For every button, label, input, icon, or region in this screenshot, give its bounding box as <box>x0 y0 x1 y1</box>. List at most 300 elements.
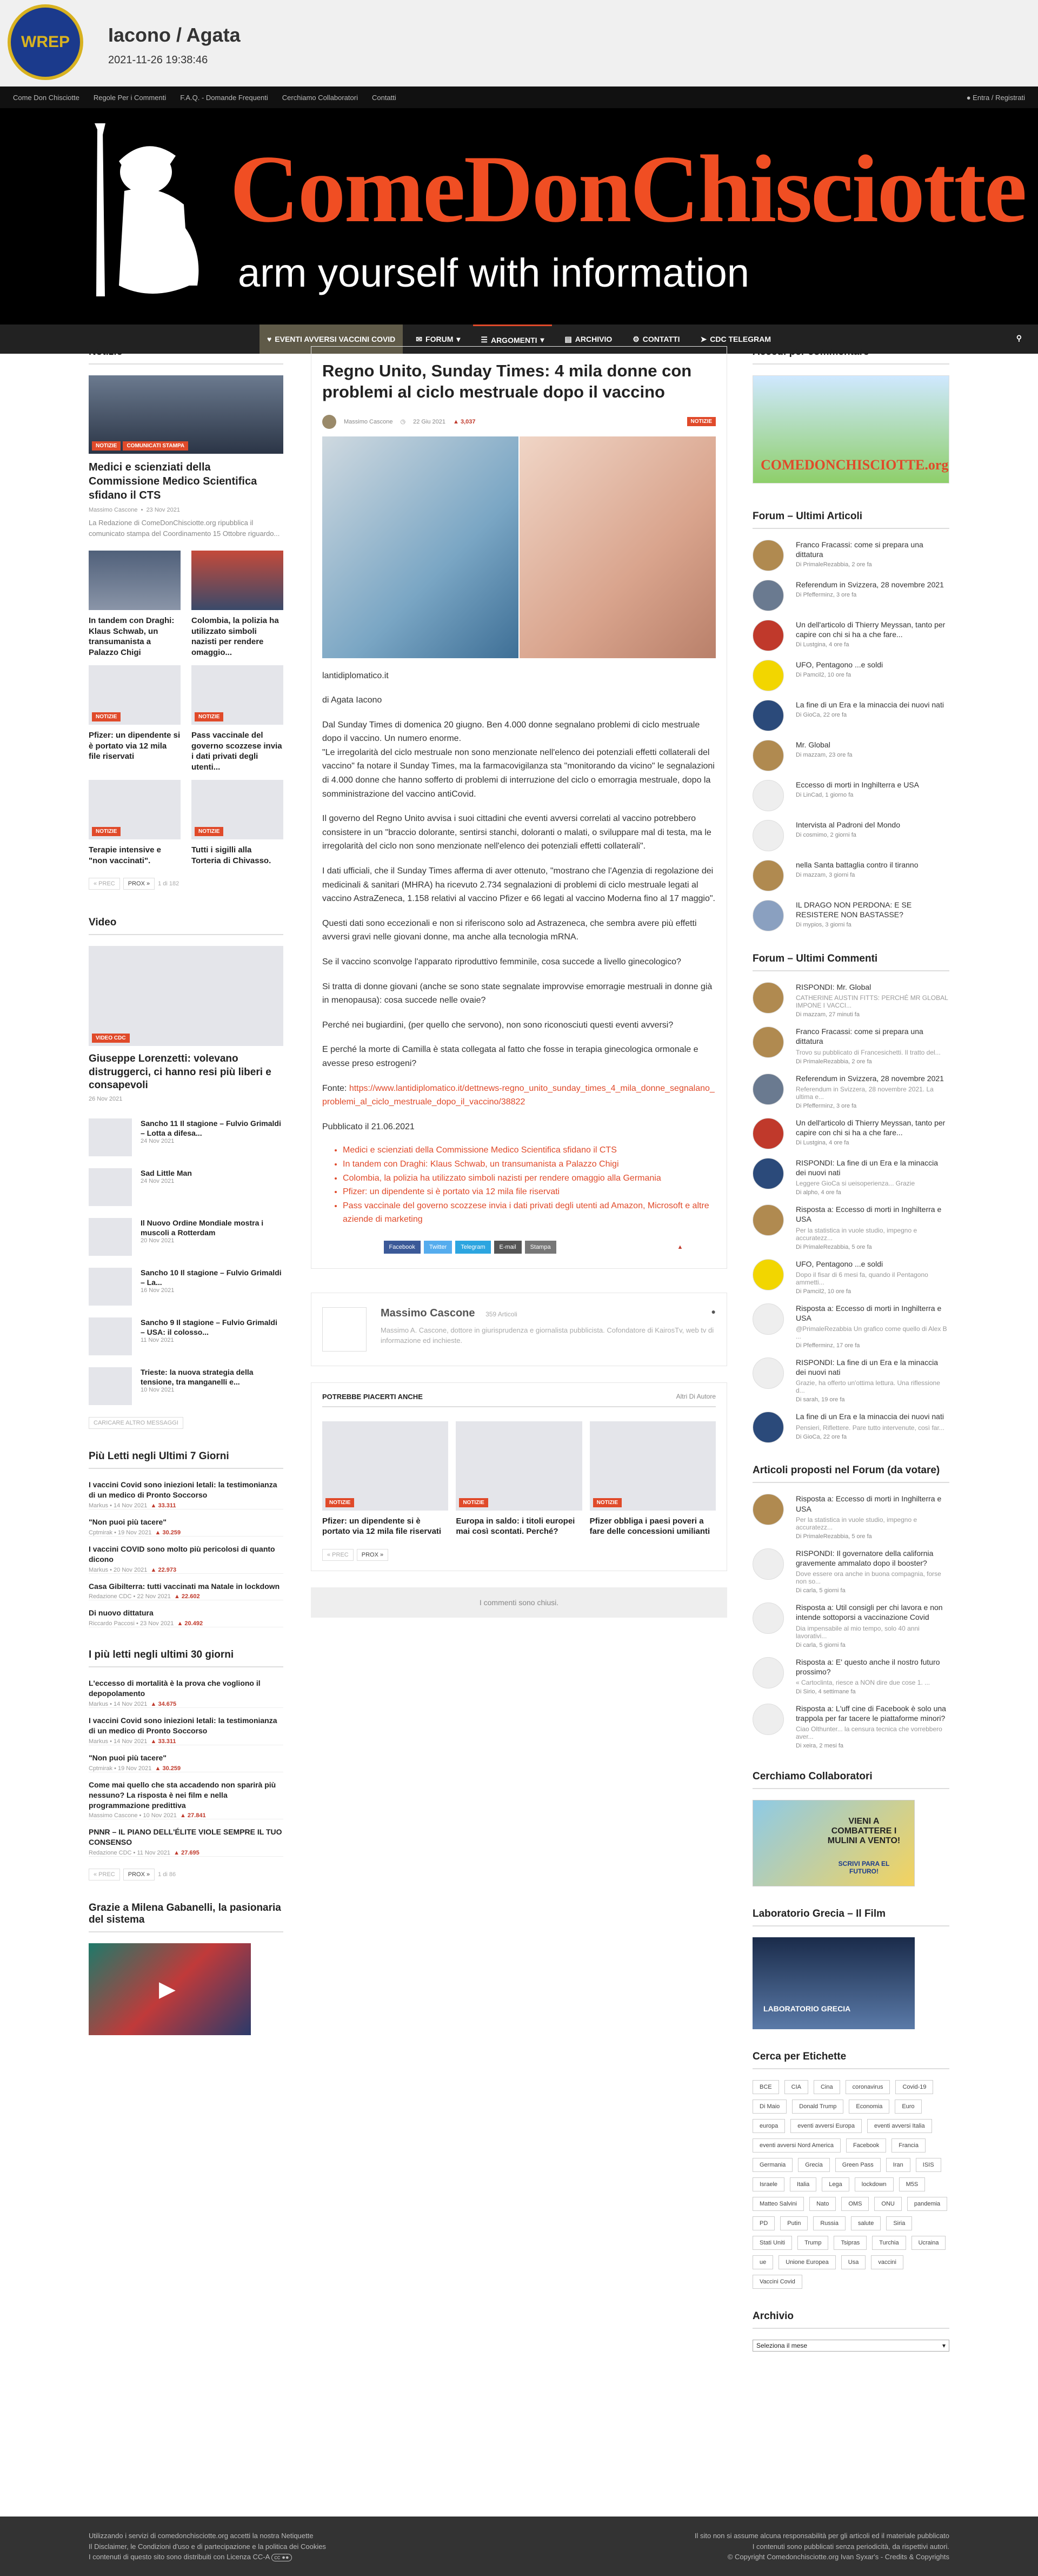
tag-link[interactable]: Donald Trump <box>792 2100 843 2114</box>
share-telegram-button[interactable]: Telegram <box>455 1241 490 1254</box>
category-badge[interactable]: NOTIZIE <box>593 1498 622 1507</box>
avatar[interactable] <box>753 740 784 771</box>
tag-link[interactable]: Nato <box>809 2197 836 2211</box>
forum-meta: Di Pfefferminz, 17 ore fa <box>796 1342 860 1349</box>
share-facebook-button[interactable]: Facebook <box>384 1241 421 1254</box>
forum-meta: Di carla, 5 giorni fa <box>796 1587 846 1594</box>
post-title[interactable]: L'eccesso di mortalità è la prova che vogliono il depopolamento <box>89 1679 261 1698</box>
chevron-down-icon: ▾ <box>942 2342 946 2350</box>
related-thumb[interactable] <box>456 1421 582 1511</box>
category-badge[interactable]: NOTIZIE <box>195 712 223 721</box>
avatar[interactable] <box>753 982 784 1014</box>
category-badge[interactable]: NOTIZIE <box>325 1498 354 1507</box>
video-thumb[interactable] <box>89 1268 132 1306</box>
tag-link[interactable]: vaccini <box>871 2255 903 2269</box>
prev-button[interactable]: « PREC <box>322 1549 354 1561</box>
video-featured-title[interactable]: Giuseppe Lorenzetti: volevano distruggerci, ci hanno resi più liberi e consapevoli <box>89 1053 271 1091</box>
tag-link[interactable]: Grecia <box>798 2158 829 2172</box>
news-title[interactable]: In tandem con Draghi: Klaus Schwab, un transumanista a Palazzo Chigi <box>89 616 175 657</box>
list-item[interactable]: "Non puoi più tacere" Cptmirak • 19 Nov 2021 ▲ 30.259 <box>89 1517 283 1537</box>
play-icon[interactable]: ▶ <box>159 1977 176 2002</box>
tag-link[interactable]: ISIS <box>916 2158 941 2172</box>
featured-image[interactable] <box>89 375 283 454</box>
comment-excerpt: Dopo il fisar di 6 mesi fa, quando il Pentagono ammetti... <box>796 1270 928 1286</box>
hero-banner[interactable] <box>0 108 1038 325</box>
forum-meta: Di PrimaleRezabbia, 5 ore fa <box>796 1533 872 1540</box>
forum-topic-link[interactable]: Risposta a: Eccesso di morti in Inghilterra e USA <box>796 1494 942 1513</box>
tag-link[interactable]: Vaccini Covid <box>753 2275 802 2289</box>
list-item[interactable]: I vaccini Covid sono iniezioni letali: la testimonianza di un medico di Pronto Soccorso Markus • 14 Nov 2021 ▲ 33.311 <box>89 1716 283 1745</box>
forum-topic-link[interactable]: Un dell'articolo di Thierry Meyssan, tanto per capire con chi si ha a che fare... <box>796 1118 946 1137</box>
list-item[interactable] <box>753 540 949 571</box>
forum-topic-link[interactable]: Referendum in Svizzera, 28 novembre 2021 <box>796 1074 944 1083</box>
tag-link[interactable]: Matteo Salvini <box>753 2197 804 2211</box>
post-title[interactable]: PNNR – IL PIANO DELL'ÉLITE VIOLE SEMPRE IL TUO CONSENSO <box>89 1827 282 1847</box>
gabanelli-video-thumb[interactable] <box>89 1943 251 2035</box>
news-thumb[interactable] <box>89 780 181 839</box>
tag-link[interactable]: OMS <box>841 2197 869 2211</box>
post-title[interactable]: Di nuovo dittatura <box>89 1608 154 1618</box>
footer-disclaimer[interactable]: Il Disclaimer, le Condizioni d'uso e di partecipazione e la politica dei Cookies <box>89 2542 326 2551</box>
post-title[interactable]: I vaccini Covid sono iniezioni letali: la testimonianza di un medico di Pronto Soccorso <box>89 1716 277 1735</box>
avatar[interactable] <box>753 1602 784 1634</box>
forum-meta: Di GioCa, 22 ore fa <box>796 712 847 719</box>
tag-link[interactable]: Lega <box>822 2177 849 2191</box>
tag-link[interactable]: Israele <box>753 2177 784 2191</box>
tag-link[interactable]: Stati Uniti <box>753 2236 792 2250</box>
avatar[interactable] <box>753 700 784 731</box>
list-item[interactable]: I vaccini Covid sono iniezioni letali: la testimonianza di un medico di Pronto Soccorso Markus • 14 Nov 2021 ▲ 33.311 <box>89 1480 283 1509</box>
featured-post[interactable] <box>89 375 283 539</box>
category-badge[interactable]: NOTIZIE <box>687 417 716 426</box>
tag-link[interactable]: ue <box>753 2255 773 2269</box>
post-title[interactable]: "Non puoi più tacere" <box>89 1517 167 1526</box>
video-featured[interactable] <box>89 946 283 1102</box>
forum-topic-link[interactable]: IL DRAGO NON PERDONA: E SE RESISTERE NON BASTASSE? <box>796 900 912 919</box>
next-button[interactable]: PROX » <box>123 878 155 890</box>
list-item[interactable] <box>753 900 949 931</box>
avatar[interactable] <box>753 620 784 651</box>
list-item[interactable] <box>753 820 949 851</box>
tag-link[interactable]: europa <box>753 2119 785 2133</box>
category-badge[interactable]: VIDEO CDC <box>92 1034 130 1043</box>
share-icon: ➦ <box>328 1244 335 1251</box>
related-item-title[interactable]: Pfizer: un dipendente si è portato via 12 mila file riservati <box>322 1516 442 1537</box>
forum-topic-link[interactable]: UFO, Pentagono ...e soldi <box>796 660 883 669</box>
archive-select-value: Seleziona il mese <box>756 2342 808 2350</box>
avatar[interactable] <box>322 415 336 429</box>
list-item[interactable] <box>89 1118 283 1156</box>
author-name[interactable]: Massimo Cascone <box>381 1307 475 1319</box>
tag-link[interactable]: BCE <box>753 2080 779 2094</box>
avatar[interactable] <box>753 900 784 931</box>
grecia-film-banner[interactable] <box>753 1937 915 2029</box>
video-thumb[interactable] <box>89 1367 132 1405</box>
share-email-button[interactable]: E-mail <box>494 1241 522 1254</box>
video-thumb[interactable] <box>89 1118 132 1156</box>
avatar[interactable] <box>753 1118 784 1149</box>
list-item[interactable]: Di nuovo dittatura Riccardo Paccosi • 23 Nov 2021 ▲ 20.492 <box>89 1608 283 1627</box>
source-text: lantidiplomatico.it <box>322 671 389 680</box>
post-title[interactable]: Casa Gibilterra: tutti vaccinati ma Natale in lockdown <box>89 1581 280 1591</box>
tag-link[interactable]: PD <box>753 2216 775 2230</box>
list-item[interactable] <box>89 1168 283 1206</box>
list-item[interactable] <box>753 620 949 651</box>
forum-meta: Di Pamcil2, 10 ore fa <box>796 672 851 679</box>
comment-excerpt: Trovo su pubblicato di Francesichetti. Il tratto del... <box>796 1048 941 1056</box>
tag-link[interactable]: eventi avversi Nord America <box>753 2138 841 2153</box>
post-date: 16 Nov 2021 <box>141 1287 175 1294</box>
video-thumb[interactable] <box>89 1168 132 1206</box>
tag-link[interactable]: Euro <box>895 2100 921 2114</box>
news-title[interactable]: Terapie intensive e "non vaccinati". <box>89 845 161 865</box>
forum-topic-link[interactable]: RISPONDI: Mr. Global <box>796 983 871 991</box>
tag-link[interactable]: pandemia <box>907 2197 947 2211</box>
paragraph: Dal Sunday Times di domenica 20 giugno. Ben 4.000 donne segnalano problemi di ciclo mestruale dopo il vaccino. Un numero enorme. <box>322 720 700 744</box>
related-item-title[interactable]: Pfizer obbliga i paesi poveri a fare delle concessioni umilianti <box>589 1516 710 1537</box>
nav-label: ARCHIVIO <box>575 335 613 343</box>
footer-copyright[interactable]: © Copyright Comedonchisciotte.org Ivan Syxar's - Credits & Copyrights <box>727 2553 949 2561</box>
login-label: Entra / Registrati <box>973 93 1025 102</box>
tag-link[interactable]: Unione Europea <box>778 2255 836 2269</box>
tag-link[interactable]: Di Maio <box>753 2100 787 2114</box>
tag-link[interactable]: Tsipras <box>834 2236 867 2250</box>
video-title-link[interactable]: Il Nuovo Ordine Mondiale mostra i muscoli a Rotterdam <box>141 1219 264 1237</box>
video-thumb[interactable] <box>89 1317 132 1355</box>
related-item-title[interactable]: Europa in saldo: i titoli europei mai così scontati. Perché? <box>456 1516 575 1537</box>
author-article-count[interactable]: 359 Articoli <box>485 1310 517 1318</box>
load-more-button[interactable]: CARICARE ALTRO MESSAGGI <box>89 1417 183 1429</box>
topnav-faq[interactable]: F.A.Q. - Domande Frequenti <box>180 93 268 102</box>
news-card[interactable] <box>89 780 181 866</box>
avatar[interactable] <box>753 1027 784 1058</box>
comment-excerpt: Leggere GioCa si ueisoperienza... Grazie <box>796 1180 915 1188</box>
video-title-link[interactable]: Trieste: la nuova strategia della tensione, tra manganelli e... <box>141 1368 254 1387</box>
news-card[interactable] <box>89 665 181 772</box>
list-item[interactable] <box>753 1118 949 1149</box>
forum-meta: Di sarah, 19 ore fa <box>796 1396 845 1403</box>
video-thumb[interactable] <box>89 1218 132 1256</box>
list-item[interactable] <box>753 660 949 691</box>
comment-excerpt: Ciao Olthunter... la censura tecnica che vorrebbero aver... <box>796 1725 942 1741</box>
comments-closed: I commenti sono chiusi. <box>311 1587 727 1618</box>
list-item[interactable] <box>753 1204 949 1250</box>
accedi-title: Accedi per commentare <box>753 346 949 365</box>
prev-button[interactable]: « PREC <box>89 1869 120 1880</box>
list-item[interactable] <box>753 1602 949 1648</box>
avatar[interactable] <box>753 860 784 891</box>
tag-link[interactable]: lockdown <box>855 2177 894 2191</box>
tag-link[interactable]: coronavirus <box>846 2080 890 2094</box>
forum-topic-link[interactable]: Un dell'articolo di Thierry Meyssan, tanto per capire con chi si ha a che fare... <box>796 620 946 639</box>
related-thumb[interactable] <box>590 1421 716 1511</box>
related-link[interactable]: • Medici e scienziati della Commissione Medico Scientifica sfidano il CTS <box>343 1143 716 1157</box>
related-title: POTREBBE PIACERTI ANCHE <box>322 1392 423 1401</box>
related-link[interactable]: • Pfizer: un dipendente si è portato via 12 mila file riservati <box>343 1185 716 1199</box>
news-card[interactable] <box>191 780 283 866</box>
list-item[interactable] <box>753 1158 949 1196</box>
forum-topic-link[interactable]: Franco Fracassi: come si prepara una dittatura <box>796 1027 923 1046</box>
archive-title: Archivio <box>753 2310 949 2329</box>
tag-link[interactable]: Russia <box>813 2216 846 2230</box>
share-twitter-button[interactable]: Twitter <box>424 1241 452 1254</box>
avatar[interactable] <box>753 1548 784 1580</box>
avatar[interactable] <box>753 1158 784 1189</box>
tag-link[interactable]: M5S <box>899 2177 926 2191</box>
forum-topic-link[interactable]: RISPONDI: La fine di un Era e la minaccia dei nuovi nati <box>796 1358 939 1377</box>
avatar[interactable] <box>753 1412 784 1443</box>
avatar[interactable] <box>753 1704 784 1735</box>
next-button[interactable]: PROX » <box>357 1549 388 1561</box>
list-item[interactable] <box>753 1412 949 1443</box>
grecia-title: Laboratorio Grecia – Il Film <box>753 1908 949 1926</box>
list-item[interactable]: "Non puoi più tacere" Cptmirak • 19 Nov 2021 ▲ 30.259 <box>89 1753 283 1772</box>
post-title[interactable]: I vaccini COVID sono molto più pericolosi di quanto dicono <box>89 1544 275 1564</box>
forum-meta: Di cosmimo, 2 giorni fa <box>796 832 856 839</box>
list-item[interactable] <box>753 1657 949 1695</box>
news-thumb[interactable] <box>191 780 283 839</box>
video-title-link[interactable]: Sancho 11 Il stagione – Fulvio Grimaldi – Lotta a difesa... <box>141 1119 281 1138</box>
category-badge[interactable]: COMUNICATI STAMPA <box>123 441 188 451</box>
forum-meta: Di Pfefferminz, 3 ore fa <box>796 592 857 599</box>
topnav-home[interactable]: Come Don Chisciotte <box>13 93 79 102</box>
tag-link[interactable]: Turchia <box>872 2236 906 2250</box>
share-print-button[interactable]: Stampa <box>525 1241 556 1254</box>
article-byline <box>322 415 716 429</box>
list-item[interactable] <box>89 1317 283 1355</box>
news-title[interactable]: Colombia, la polizia ha utilizzato simboli nazisti per rendere omaggio... <box>191 616 279 657</box>
video-title-link[interactable]: Sancho 10 Il stagione – Fulvio Grimaldi – La... <box>141 1268 282 1287</box>
avatar[interactable] <box>753 1357 784 1389</box>
featured-title[interactable]: Medici e scienziati della Commissione Medico Scientifica sfidano il CTS <box>89 461 257 501</box>
list-item[interactable]: Casa Gibilterra: tutti vaccinati ma Natale in lockdown Redazione CDC • 22 Nov 2021 ▲ 22.602 <box>89 1581 283 1601</box>
views-count: ▲ 27.695 <box>174 1850 199 1857</box>
topnav-rules[interactable]: Regole Per i Commenti <box>93 93 167 102</box>
video-title: Video <box>89 917 283 935</box>
list-item[interactable] <box>753 982 949 1018</box>
list-item[interactable] <box>753 1704 949 1749</box>
category-badge[interactable]: NOTIZIE <box>459 1498 488 1507</box>
forum-meta: Di xeira, 2 mesi fa <box>796 1743 844 1750</box>
forum-topic-link[interactable]: RISPONDI: La fine di un Era e la minaccia dei nuovi nati <box>796 1158 939 1177</box>
forum-topic-link[interactable]: Risposta a: Eccesso di morti in Inghilterra e USA <box>796 1205 942 1224</box>
archive-select[interactable] <box>753 2340 949 2352</box>
tag-link[interactable]: Ucraina <box>911 2236 946 2250</box>
forum-topic-link[interactable]: Risposta a: Eccesso di morti in Inghilterra e USA <box>796 1303 942 1322</box>
forum-topic-link[interactable]: Intervista al Padroni del Mondo <box>796 820 900 829</box>
forum-meta: Di carla, 5 giorni fa <box>796 1641 846 1648</box>
list-item[interactable] <box>89 1367 283 1405</box>
avatar[interactable] <box>753 580 784 611</box>
avatar[interactable] <box>753 1259 784 1290</box>
telegram-icon: ➤ <box>700 334 707 343</box>
tag-link[interactable]: Putin <box>780 2216 808 2230</box>
post-title[interactable]: "Non puoi più tacere" <box>89 1753 167 1762</box>
prev-button[interactable]: « PREC <box>89 878 120 890</box>
tag-link[interactable]: Green Pass <box>835 2158 881 2172</box>
list-item[interactable] <box>753 700 949 731</box>
globe-icon[interactable]: ● <box>711 1307 716 1316</box>
comments-title: Forum – Ultimi Commenti <box>753 953 949 971</box>
tag-link[interactable]: eventi avversi Italia <box>867 2119 932 2133</box>
video-title-link[interactable]: Sancho 9 Il stagione – Fulvio Grimaldi – USA: il colosso... <box>141 1318 277 1337</box>
related-links <box>343 1143 716 1227</box>
forum-meta: Di mazzam, 3 giorni fa <box>796 872 855 879</box>
footer-netiquette[interactable]: Utilizzando i servizi di comedonchisciotte.org accetti la nostra Netiquette <box>89 2532 314 2540</box>
forum-topic-link[interactable]: Risposta a: Util consigli per chi lavora e non intende sottoporsi a vaccinazione Covid <box>796 1603 943 1622</box>
forum-topic-link[interactable]: Eccesso di morti in Inghilterra e USA <box>796 780 919 789</box>
avatar[interactable] <box>753 540 784 571</box>
tag-link[interactable]: Cina <box>814 2080 840 2094</box>
news-card[interactable] <box>191 551 283 658</box>
tag-link[interactable]: Siria <box>886 2216 912 2230</box>
news-title[interactable]: Tutti i sigilli alla Torteria di Chivasso. <box>191 845 271 865</box>
footer-license[interactable]: I contenuti di questo sito sono distribuiti con Licenza CC-A cc ●● <box>89 2552 326 2562</box>
category-badge[interactable]: NOTIZIE <box>92 712 121 721</box>
topnav-contacts[interactable]: Contatti <box>371 93 396 102</box>
list-item[interactable] <box>753 1027 949 1064</box>
video-title-link[interactable]: Sad Little Man <box>141 1169 192 1178</box>
post-title[interactable]: Come mai quello che sta accadendo non sparirà più nessuno? La risposta è nei film e nella programmazione predittiva <box>89 1780 276 1810</box>
login-link[interactable] <box>967 94 1025 102</box>
source-paragraph: Fonte: https://www.lantidiplomatico.it/dettnews-regno_unito_sunday_times_4_mila_donne_segnalano_problemi_al_ciclo_mestruale_dopo_il_vaccino/38822 <box>322 1083 715 1107</box>
news-thumb[interactable] <box>89 551 181 610</box>
don-quixote-logo-icon <box>81 123 216 307</box>
category-badge[interactable]: NOTIZIE <box>195 827 223 836</box>
news-thumb[interactable] <box>191 551 283 610</box>
news-thumb[interactable] <box>191 665 283 725</box>
forum-topic-link[interactable]: La fine di un Era e la minaccia dei nuovi nati <box>796 1412 944 1421</box>
forum-topic-link[interactable]: La fine di un Era e la minaccia dei nuovi nati <box>796 700 944 709</box>
tag-link[interactable]: CIA <box>784 2080 808 2094</box>
comment-excerpt: Referendum in Svizzera, 28 novembre 2021. La ultima e... <box>796 1085 934 1101</box>
paragraph: I dati ufficiali, che il Sunday Times afferma di aver ottenuto, "mostrano che l'Agenzia di regolazione dei medicinali & sanitari (MHRA) ha ricevuto 2.734 segnalazioni di problemi di ciclo mestruale legati al vaccino AstraZeneca, 1.158 relativi al vaccino Pfizer e 66 legati al vaccino Moderna fino al 17 maggio". <box>322 866 715 904</box>
list-item[interactable] <box>753 1074 949 1109</box>
tag-link[interactable]: Usa <box>841 2255 866 2269</box>
tag-link[interactable]: Italia <box>790 2177 816 2191</box>
next-button[interactable]: PROX » <box>123 1869 155 1880</box>
cc-license-icon[interactable]: cc ●● <box>271 2554 291 2561</box>
tag-link[interactable]: ONU <box>874 2197 901 2211</box>
related-card[interactable] <box>590 1421 716 1537</box>
list-item[interactable] <box>753 740 949 771</box>
list-item[interactable] <box>753 580 949 611</box>
topnav-collab[interactable]: Cerchiamo Collaboratori <box>282 93 358 102</box>
tag-link[interactable]: Trump <box>797 2236 828 2250</box>
news-card[interactable] <box>89 551 181 658</box>
collab-banner[interactable] <box>753 1800 915 1886</box>
list-item[interactable]: Come mai quello che sta accadendo non sparirà più nessuno? La risposta è nei film e nella programmazione predittiva Massimo Cascone • 10 Nov 2021 ▲ 27.841 <box>89 1780 283 1820</box>
search-icon[interactable]: ⚲ <box>1016 334 1022 342</box>
views-count: ▲ 22.973 <box>150 1566 177 1573</box>
forum-topic-link[interactable]: Franco Fracassi: come si prepara una dittatura <box>796 540 923 559</box>
related-link[interactable]: • Colombia, la polizia ha utilizzato simboli nazisti per rendere omaggio alla Germania <box>343 1171 716 1186</box>
list-item[interactable] <box>753 1259 949 1295</box>
tags-title: Cerca per Etichette <box>753 2051 949 2069</box>
avatar[interactable] <box>753 1204 784 1236</box>
news-card[interactable] <box>191 665 283 772</box>
paragraph: "Le irregolarità del ciclo mestruale non sono menzionate nell'elenco dei potenziali effetti collaterali del vaccino" fa notare il Sunday Times, ma la farmacovigilanza sta "monitorando da vicino" le segnalazioni di 4.000 donne che hanno sofferto di problemi di interruzione del ciclo o emorragia mestruale, dopo la somministrazione del vaccino antiCovid. <box>322 747 715 799</box>
list-item[interactable]: L'eccesso di mortalità è la prova che vogliono il depopolamento Markus • 14 Nov 2021 ▲ 34.675 <box>89 1678 283 1708</box>
forum-meta: Di mazzam, 23 ore fa <box>796 752 853 759</box>
forum-topic-link[interactable]: Risposta a: E' questo anche il nostro futuro prossimo? <box>796 1657 940 1676</box>
list-item[interactable] <box>753 780 949 811</box>
related-card[interactable] <box>456 1421 582 1537</box>
more-by-author-tab[interactable]: Altri Di Autore <box>676 1392 716 1400</box>
source-link[interactable]: https://www.lantidiplomatico.it/dettnews-regno_unito_sunday_times_4_mila_donne_segnalano_problemi_al_ciclo_mestruale_dopo_il_vaccino/38822 <box>322 1083 715 1107</box>
news-title[interactable]: Pass vaccinale del governo scozzese invia i dati privati degli utenti... <box>191 731 282 772</box>
related-thumb[interactable] <box>322 1421 448 1511</box>
tag-link[interactable]: Germania <box>753 2158 793 2172</box>
post-title[interactable]: I vaccini Covid sono iniezioni letali: la testimonianza di un medico di Pronto Soccorso <box>89 1480 277 1499</box>
tag-link[interactable]: Covid-19 <box>895 2080 933 2094</box>
avatar[interactable] <box>753 1657 784 1688</box>
views-count: ▲ 34.675 <box>150 1701 177 1708</box>
right-sidebar <box>753 346 949 2352</box>
forum-topic-link[interactable]: RISPONDI: Il governatore della california gravemente ammalato dopo il booster? <box>796 1548 934 1567</box>
list-item[interactable] <box>89 1218 283 1256</box>
tag-link[interactable]: Facebook <box>846 2138 886 2153</box>
list-item[interactable] <box>753 1303 949 1349</box>
list-item[interactable] <box>753 1548 949 1594</box>
list-item[interactable] <box>753 1357 949 1403</box>
forum-topic-link[interactable]: UFO, Pentagono ...e soldi <box>796 1259 883 1268</box>
forum-topic-link[interactable]: nella Santa battaglia contro il tiranno <box>796 860 919 869</box>
avatar[interactable] <box>753 1494 784 1525</box>
avatar[interactable] <box>753 1303 784 1335</box>
week-list <box>89 1480 283 1627</box>
grecia-banner-text: LABORATORIO GRECIA <box>763 2004 851 2014</box>
tag-link[interactable]: salute <box>851 2216 881 2230</box>
video-thumb[interactable] <box>89 946 283 1046</box>
category-badge[interactable]: NOTIZIE <box>92 827 121 836</box>
collab-banner-sub: SCRIVI PARA EL FUTURO! <box>838 1860 890 1876</box>
list-item[interactable] <box>89 1268 283 1306</box>
author-link[interactable]: Massimo Cascone <box>344 418 393 425</box>
avatar[interactable] <box>753 1074 784 1105</box>
avatar[interactable] <box>753 660 784 691</box>
user-icon: ● <box>966 93 973 102</box>
tag-link[interactable]: Iran <box>886 2158 910 2172</box>
post-date: 11 Nov 2021 <box>141 1337 174 1344</box>
author-avatar[interactable] <box>322 1307 367 1352</box>
avatar[interactable] <box>753 820 784 851</box>
news-title[interactable]: Pfizer: un dipendente si è portato via 12 mila file riservati <box>89 731 181 761</box>
list-item[interactable] <box>753 860 949 891</box>
article-date: 22 Giu 2021 <box>413 418 446 425</box>
month-list <box>89 1678 283 1857</box>
news-pager <box>89 878 283 890</box>
login-banner[interactable] <box>753 375 949 484</box>
list-item[interactable] <box>753 1494 949 1539</box>
forum-topic-link[interactable]: Referendum in Svizzera, 28 novembre 2021 <box>796 580 944 589</box>
tag-link[interactable]: eventi avversi Europa <box>790 2119 862 2133</box>
tag-link[interactable]: Francia <box>891 2138 926 2153</box>
list-item[interactable]: I vaccini COVID sono molto più pericolosi di quanto dicono Markus • 20 Nov 2021 ▲ 22.973 <box>89 1544 283 1574</box>
forum-topic-link[interactable]: Mr. Global <box>796 740 830 749</box>
forum-topic-link[interactable]: Risposta a: L'uff cine di Facebook è solo una trappola per far tacere le piattaforme minori? <box>796 1704 946 1723</box>
forum-meta: Di GioCa, 22 ore fa <box>796 1433 847 1440</box>
news-thumb[interactable] <box>89 665 181 725</box>
related-link[interactable]: • Pass vaccinale del governo scozzese invia i dati privati degli utenti ad Amazon, Microsoft e altre aziende di marketing <box>343 1199 716 1227</box>
category-badge[interactable]: NOTIZIE <box>92 441 121 451</box>
related-card[interactable] <box>322 1421 448 1537</box>
avatar[interactable] <box>753 780 784 811</box>
related-link[interactable]: • In tandem con Draghi: Klaus Schwab, un transumanista a Palazzo Chigi <box>343 1157 716 1171</box>
tag-link[interactable]: Economia <box>849 2100 889 2114</box>
list-item[interactable]: PNNR – IL PIANO DELL'ÉLITE VIOLE SEMPRE IL TUO CONSENSO Redazione CDC • 11 Nov 2021 ▲ 27.695 <box>89 1827 283 1857</box>
site-tagline: arm yourself with information <box>238 250 749 295</box>
